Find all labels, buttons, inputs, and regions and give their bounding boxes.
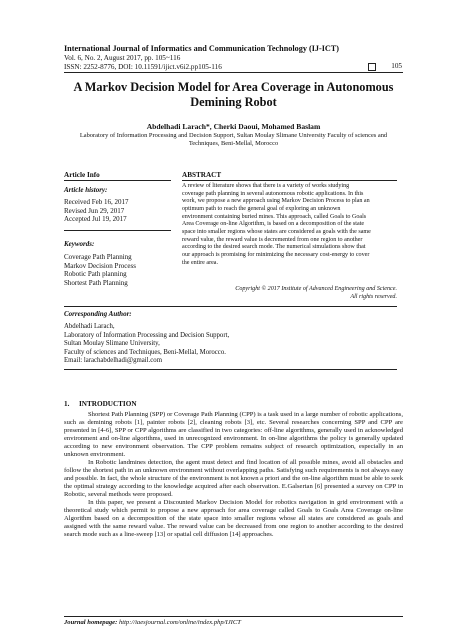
corresponding-bottom-rule bbox=[64, 369, 397, 370]
copyright-notice bbox=[182, 285, 397, 301]
homepage-link[interactable]: http://iaesjournal.com/online/index.php/IJICT bbox=[118, 619, 241, 626]
abstract-line: reward value, the reward value is decremented from one region to another bbox=[182, 236, 363, 243]
abstract-line: according to the desired search mode. The numerical simulations show that bbox=[182, 244, 366, 251]
introduction-body bbox=[64, 411, 403, 539]
corresponding-author-details bbox=[64, 323, 229, 366]
history-item: Received Feb 16, 2017 bbox=[64, 198, 129, 206]
history-item: Accepted Jul 19, 2017 bbox=[64, 215, 127, 224]
article-history-label: Article history: bbox=[64, 186, 108, 194]
corresponding-line: Email: larachabdelhadi@gmail.com bbox=[64, 357, 162, 365]
corresponding-line: Sultan Moulay Slimane University, bbox=[64, 340, 160, 348]
page-number: 105 bbox=[391, 62, 402, 70]
abstract-line: environment containing buried mines. This approach, called Goals to Goals bbox=[182, 213, 367, 220]
homepage-label: Journal homepage bbox=[64, 619, 116, 626]
corresponding-author-label: Corresponding Author: bbox=[64, 310, 132, 318]
volume-line: Vol. 6, No. 2, August 2017, pp. 105~116 bbox=[64, 54, 181, 62]
section-number: 1. bbox=[64, 400, 70, 408]
article-history bbox=[64, 198, 129, 224]
abstract-bottom-rule bbox=[64, 306, 397, 307]
history-item: Revised Jun 29, 2017 bbox=[64, 206, 125, 215]
article-info-heading: Article Info bbox=[64, 171, 100, 179]
abstract-line: work, we propose a new approach using Markov Decision Process to plan an bbox=[182, 198, 370, 205]
keywords-list bbox=[64, 253, 136, 287]
paragraph: In Robotic landmines detection, the agent must detect and find location of all possible mines, avoid all obstacles and follow the shortest path in an unknown environment without overlapping paths. Satisfying such requirements is not always easy and possible. In fact, the whole structure of the environment is not known a priori and the on-line algorithm must be able to seek the optimal strategy according to the knowledge acquired after each observation. E.Galsertan [6] presented a survey on CPP in Robotic, several methods were proposed. bbox=[64, 458, 403, 498]
footer-divider bbox=[64, 616, 403, 617]
issn-line: ISSN: 2252-8776, DOI: 10.11591/ijict.v6i2.pp105-116 bbox=[64, 63, 222, 71]
abstract-heading: ABSTRACT bbox=[182, 171, 222, 179]
paper-title-line-2: Demining Robot bbox=[190, 95, 277, 109]
author-list: Abdelhadi Larach*, Cherki Daoui, Mohamed Baslam bbox=[146, 122, 321, 131]
header-divider bbox=[64, 72, 403, 73]
copyright-line-2: All rights reserved. bbox=[350, 294, 397, 300]
paper-title bbox=[64, 80, 403, 110]
abstract-line: optimum path to reach the general goal of exploring an unknown bbox=[182, 205, 341, 212]
abstract-rule bbox=[182, 180, 397, 181]
abstract-line: our approach is promising for minimizing the necessary cost-energy to cover bbox=[182, 251, 370, 258]
abstract-body bbox=[182, 183, 397, 267]
abstract-line: Area Coverage on-line Algorithm, is based on a decomposition of the state bbox=[182, 221, 365, 228]
affiliation bbox=[64, 132, 403, 148]
keywords-label: Keywords: bbox=[64, 240, 95, 248]
journal-header bbox=[64, 44, 404, 72]
affiliation-line-1: Laboratory of Information Processing and Decision Support, Sultan Moulay Slimane University Faculty of sciences and bbox=[79, 132, 388, 139]
copyright-line-1: Copyright © 2017 Institute of Advanced Engineering and Science. bbox=[235, 286, 397, 292]
journal-homepage-footer: Journal homepage: http://iaesjournal.com/online/index.php/IJICT bbox=[64, 619, 241, 626]
journal-title: International Journal of Informatics and Communication Technology (IJ-ICT) bbox=[64, 44, 339, 53]
keyword-item: Coverage Path Planning bbox=[64, 253, 132, 261]
abstract-line: space into smaller regions whose states are considered as goals with the same bbox=[182, 228, 371, 235]
paper-title-line-1: A Markov Decision Model for Area Coverage in Autonomous bbox=[73, 80, 394, 94]
keyword-item: Robotic Path planning bbox=[64, 270, 127, 279]
paragraph: Shortest Path Planning (SPP) or Coverage Path Planning (CPP) is a task used in a large number of robotic applications, such as demining robots [1], painter robots [2], cleaning robots [3], etc. Several researches concerning SPP and CPP are presented in [4-6], SPP or CPP algorithms are classified in two categories: off-line algorithms, generally used in acknowledged environment and on-line algorithms, used in unrecognized environment. In on-line algorithms the policy is generally updated according to new environment observation. The CPP problem remains subject of research optimization, especially in an unknown environment. bbox=[64, 411, 403, 458]
introduction-heading bbox=[64, 400, 137, 408]
abstract-line: coverage path planning in several autonomous robotic applications. In this bbox=[182, 190, 364, 197]
paragraph: In this paper, we present a Discounted Markov Decision Model for robotics navigation in grid environment with a theoretical study which permit to propose a new approach for area coverage called Goals to Goals Area Coverage on-line Algorithm based on a decomposition of the state space into smaller regions whose all states are considered as goals and assigned with the same reward value. The reward value can be decreased from one region to another according to the desired search mode such as a line-sweep [13] or spatial cell diffusion [14] approaches. bbox=[64, 498, 403, 538]
abstract-line: A review of literature shows that there is a variety of works studying bbox=[182, 183, 350, 189]
corresponding-line: Abdelhadi Larach, bbox=[64, 323, 115, 330]
keyword-item: Markov Decision Process bbox=[64, 261, 136, 270]
journal-logo-icon bbox=[368, 63, 376, 71]
corresponding-line: Laboratory of Information Processing and Decision Support, bbox=[64, 331, 230, 339]
section-title-text: INTRODUCTION bbox=[79, 400, 137, 408]
abstract-line: the entire area. bbox=[182, 259, 219, 266]
article-info-rule bbox=[64, 180, 171, 181]
corresponding-line: Faculty of sciences and Techniques, Beni-Mellal, Morocco. bbox=[64, 348, 226, 356]
history-rule bbox=[64, 230, 171, 231]
keyword-item: Shortest Path Planning bbox=[64, 278, 128, 287]
affiliation-line-2: Techniques, Beni-Mellal, Morocco bbox=[188, 140, 279, 147]
